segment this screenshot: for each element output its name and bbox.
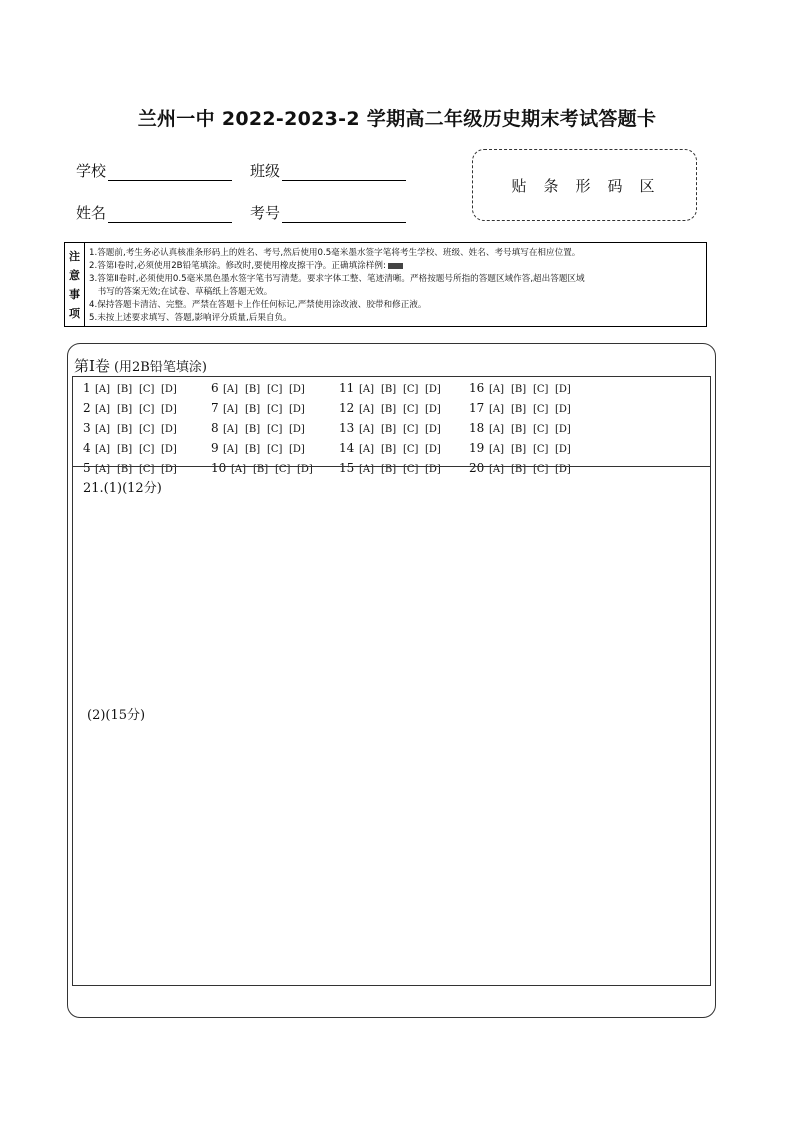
question-number: 5 bbox=[83, 461, 91, 475]
choice-row bbox=[339, 441, 447, 461]
choice-bubble[interactable]: [D] bbox=[425, 404, 441, 415]
choice-bubble[interactable]: [D] bbox=[161, 404, 177, 415]
choice-bubble[interactable]: [A] bbox=[95, 384, 111, 395]
barcode-label: 贴条形码区 bbox=[511, 176, 672, 195]
question-number: 9 bbox=[211, 441, 219, 455]
choice-bubble[interactable]: [D] bbox=[425, 464, 441, 475]
question-number: 20 bbox=[469, 461, 485, 475]
exam-no-line[interactable] bbox=[282, 206, 406, 223]
choice-bubble[interactable]: [A] bbox=[231, 464, 247, 475]
choice-bubble[interactable]: [C] bbox=[533, 464, 549, 475]
notes-list bbox=[89, 247, 700, 325]
choice-bubble[interactable]: [B] bbox=[253, 464, 269, 475]
choice-bubble[interactable]: [B] bbox=[381, 424, 397, 435]
choice-bubble[interactable]: [B] bbox=[245, 424, 261, 435]
choice-bubble[interactable]: [C] bbox=[139, 444, 155, 455]
choice-row bbox=[339, 421, 447, 441]
choice-row bbox=[211, 401, 319, 421]
choice-bubble[interactable]: [C] bbox=[533, 424, 549, 435]
note-item: 4.保持答题卡清洁、完整。严禁在答题卡上作任何标记,严禁使用涂改液、胶带和修正液。 bbox=[89, 300, 427, 310]
choice-bubble[interactable]: [C] bbox=[139, 464, 155, 475]
choice-bubble[interactable]: [C] bbox=[403, 404, 419, 415]
fill-sample-swatch bbox=[388, 263, 403, 269]
question-number: 13 bbox=[339, 421, 355, 435]
question-number: 8 bbox=[211, 421, 219, 435]
note-item bbox=[89, 260, 700, 273]
notes-box bbox=[64, 242, 707, 327]
question-number: 3 bbox=[83, 421, 91, 435]
choice-bubble[interactable]: [C] bbox=[267, 384, 283, 395]
choice-bubble[interactable]: [C] bbox=[267, 404, 283, 415]
choice-bubble[interactable]: [C] bbox=[275, 464, 291, 475]
choice-bubble[interactable]: [D] bbox=[297, 464, 313, 475]
choice-row bbox=[469, 381, 577, 401]
question-number: 14 bbox=[339, 441, 355, 455]
choice-bubble[interactable]: [D] bbox=[425, 384, 441, 395]
choice-bubble[interactable]: [B] bbox=[511, 464, 527, 475]
choice-bubble[interactable]: [B] bbox=[511, 444, 527, 455]
notes-side-char: 项 bbox=[69, 307, 80, 321]
choice-bubble[interactable]: [D] bbox=[289, 384, 305, 395]
choice-bubble[interactable]: [B] bbox=[117, 424, 133, 435]
question-number: 18 bbox=[469, 421, 485, 435]
choice-bubble[interactable]: [A] bbox=[95, 404, 111, 415]
choice-bubble[interactable]: [B] bbox=[117, 404, 133, 415]
question-number: 10 bbox=[211, 461, 227, 475]
note-item-text: 2.答第Ⅰ卷时,必须使用2B铅笔填涂。修改时,要使用橡皮擦干净。正确填涂样例: bbox=[89, 261, 386, 271]
class-label: 班级 bbox=[250, 162, 281, 180]
note-item: 3.答第Ⅱ卷时,必须使用0.5毫米黑色墨水签字笔书写清楚。要求字体工整、笔迹清晰。严格按题号所指的答题区域作答,超出答题区域 bbox=[89, 274, 585, 284]
question-number: 19 bbox=[469, 441, 485, 455]
choice-bubble[interactable]: [B] bbox=[245, 404, 261, 415]
choice-row bbox=[469, 441, 577, 461]
choice-bubble[interactable]: [D] bbox=[555, 384, 571, 395]
question-number: 15 bbox=[339, 461, 355, 475]
choice-bubble[interactable]: [C] bbox=[267, 424, 283, 435]
question-21-box[interactable] bbox=[72, 466, 711, 986]
choice-bubble[interactable]: [B] bbox=[245, 444, 261, 455]
choice-row bbox=[83, 401, 183, 421]
choice-bubble[interactable]: [A] bbox=[223, 404, 239, 415]
choice-bubble[interactable]: [B] bbox=[117, 464, 133, 475]
notes-side-char: 意 bbox=[69, 268, 80, 282]
choice-bubble[interactable]: [A] bbox=[223, 424, 239, 435]
choice-bubble[interactable]: [A] bbox=[359, 404, 375, 415]
name-field[interactable] bbox=[76, 202, 232, 223]
school-label: 学校 bbox=[76, 162, 107, 180]
notes-side-label bbox=[65, 243, 85, 326]
class-line[interactable] bbox=[282, 164, 406, 181]
choice-bubble[interactable]: [B] bbox=[117, 444, 133, 455]
choice-bubble[interactable]: [A] bbox=[489, 464, 505, 475]
section1-title-text: 第Ⅰ卷 bbox=[74, 357, 110, 375]
choice-bubble[interactable]: [A] bbox=[95, 424, 111, 435]
choice-bubble[interactable]: [C] bbox=[403, 464, 419, 475]
barcode-area bbox=[472, 149, 697, 221]
choice-bubble[interactable]: [C] bbox=[139, 384, 155, 395]
choice-bubble[interactable]: [B] bbox=[245, 384, 261, 395]
choice-bubble[interactable]: [C] bbox=[139, 404, 155, 415]
choice-bubble[interactable]: [A] bbox=[489, 444, 505, 455]
choice-row bbox=[83, 421, 183, 441]
question-number: 16 bbox=[469, 381, 485, 395]
choice-bubble[interactable]: [B] bbox=[511, 384, 527, 395]
choice-bubble[interactable]: [D] bbox=[289, 444, 305, 455]
choice-bubble[interactable]: [C] bbox=[403, 424, 419, 435]
choice-row bbox=[211, 441, 319, 461]
choice-bubble[interactable]: [B] bbox=[381, 384, 397, 395]
choice-bubble[interactable]: [D] bbox=[555, 464, 571, 475]
notes-side-char: 注 bbox=[69, 249, 80, 263]
choice-bubble[interactable]: [A] bbox=[489, 424, 505, 435]
choice-bubble[interactable]: [D] bbox=[425, 424, 441, 435]
note-item: 5.未按上述要求填写、答题,影响评分质量,后果自负。 bbox=[89, 313, 292, 323]
question-number: 11 bbox=[339, 381, 355, 395]
choice-bubble[interactable]: [D] bbox=[289, 404, 305, 415]
choice-bubble[interactable]: [B] bbox=[381, 464, 397, 475]
choice-row bbox=[469, 401, 577, 421]
notes-side-char: 事 bbox=[69, 288, 80, 302]
school-line[interactable] bbox=[108, 164, 232, 181]
choice-bubble[interactable]: [B] bbox=[381, 404, 397, 415]
choice-row bbox=[469, 421, 577, 441]
section1-title bbox=[74, 355, 207, 376]
q21-part1-label: 21.(1)(12分) bbox=[83, 481, 162, 496]
choice-bubble[interactable]: [A] bbox=[489, 384, 505, 395]
name-line[interactable] bbox=[108, 206, 232, 223]
question-number: 7 bbox=[211, 401, 219, 415]
exam-no-label: 考号 bbox=[250, 204, 281, 222]
question-number: 4 bbox=[83, 441, 91, 455]
choice-bubble[interactable]: [D] bbox=[555, 444, 571, 455]
choice-row bbox=[83, 381, 183, 401]
choice-bubble[interactable]: [C] bbox=[533, 444, 549, 455]
note-item: 书写的答案无效;在试卷、草稿纸上答题无效。 bbox=[89, 287, 273, 297]
question-number: 6 bbox=[211, 381, 219, 395]
note-item: 1.答题前,考生务必认真核准条形码上的姓名、考号,然后使用0.5毫米墨水签字笔将考生学校、班级、姓名、考号填写在相应位置。 bbox=[89, 248, 581, 258]
choice-bubble[interactable]: [A] bbox=[95, 444, 111, 455]
choice-bubble[interactable]: [C] bbox=[533, 384, 549, 395]
choice-row bbox=[339, 401, 447, 421]
choice-bubble[interactable]: [D] bbox=[555, 404, 571, 415]
choice-bubble[interactable]: [D] bbox=[161, 424, 177, 435]
choice-bubble[interactable]: [D] bbox=[555, 424, 571, 435]
choice-bubble[interactable]: [D] bbox=[289, 424, 305, 435]
choice-bubble[interactable]: [A] bbox=[359, 384, 375, 395]
question-number: 17 bbox=[469, 401, 485, 415]
choice-bubble[interactable]: [A] bbox=[489, 404, 505, 415]
school-field[interactable] bbox=[76, 160, 232, 181]
choice-bubble[interactable]: [B] bbox=[511, 424, 527, 435]
choice-bubble[interactable]: [B] bbox=[117, 384, 133, 395]
choice-bubble[interactable]: [C] bbox=[403, 444, 419, 455]
choice-bubble[interactable]: [C] bbox=[403, 384, 419, 395]
choice-row bbox=[83, 441, 183, 461]
multiple-choice-box bbox=[72, 376, 711, 475]
choice-bubble[interactable]: [A] bbox=[359, 424, 375, 435]
choice-bubble[interactable]: [A] bbox=[359, 444, 375, 455]
choice-row bbox=[211, 381, 319, 401]
choice-row bbox=[339, 381, 447, 401]
choice-bubble[interactable]: [C] bbox=[139, 424, 155, 435]
choice-bubble[interactable]: [A] bbox=[223, 384, 239, 395]
question-number: 1 bbox=[83, 381, 91, 395]
section1-note: (用2B铅笔填涂) bbox=[113, 360, 207, 375]
choice-bubble[interactable]: [A] bbox=[223, 444, 239, 455]
choice-bubble[interactable]: [C] bbox=[267, 444, 283, 455]
choice-bubble[interactable]: [B] bbox=[381, 444, 397, 455]
choice-bubble[interactable]: [B] bbox=[511, 404, 527, 415]
choice-bubble[interactable]: [A] bbox=[95, 464, 111, 475]
choice-bubble[interactable]: [A] bbox=[359, 464, 375, 475]
choice-bubble[interactable]: [D] bbox=[161, 444, 177, 455]
q21-part2-label: (2)(15分) bbox=[87, 708, 146, 723]
choice-bubble[interactable]: [D] bbox=[425, 444, 441, 455]
choice-row bbox=[211, 421, 319, 441]
exam-no-field[interactable] bbox=[250, 202, 406, 223]
class-field[interactable] bbox=[250, 160, 406, 181]
choice-bubble[interactable]: [D] bbox=[161, 384, 177, 395]
question-number: 12 bbox=[339, 401, 355, 415]
choice-bubble[interactable]: [C] bbox=[533, 404, 549, 415]
question-number: 2 bbox=[83, 401, 91, 415]
page-title: 兰州一中 2022-2023-2 学期高二年级历史期末考试答题卡 bbox=[137, 108, 657, 130]
name-label: 姓名 bbox=[76, 204, 107, 222]
choice-bubble[interactable]: [D] bbox=[161, 464, 177, 475]
